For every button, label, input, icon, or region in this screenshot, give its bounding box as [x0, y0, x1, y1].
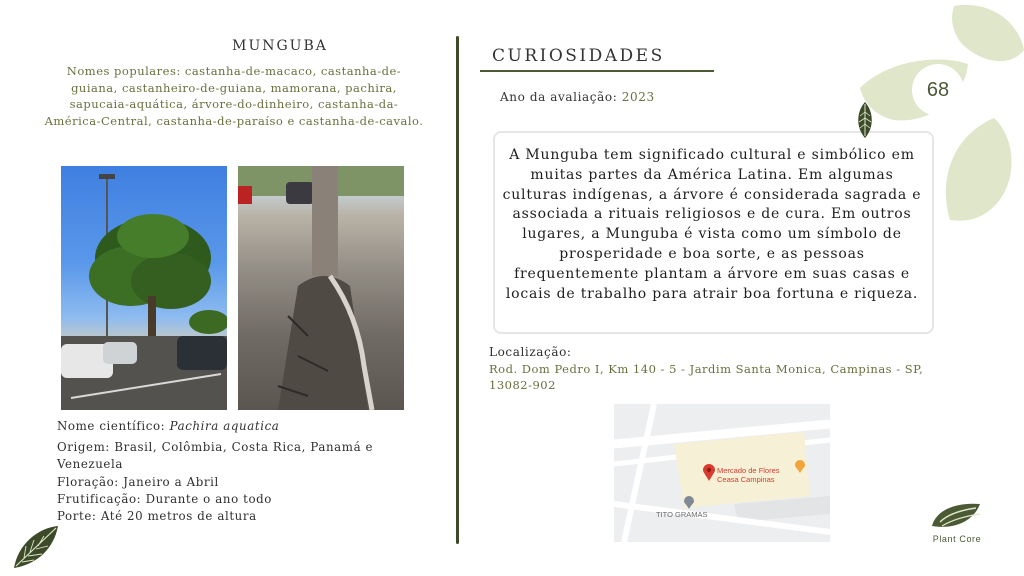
species-title: MUNGUBA — [232, 38, 328, 54]
location-address: Rod. Dom Pedro I, Km 140 - 5 - Jardim Santa Monica, Campinas - SP, 13082-902 — [489, 362, 924, 393]
map-place-line1: Mercado de Flores — [717, 466, 780, 475]
scientific-value: Pachira aquatica — [169, 419, 280, 433]
map-place-line2: Ceasa Campinas — [717, 475, 775, 484]
tree-photo-illustration — [61, 166, 227, 410]
evaluation-year — [500, 90, 655, 104]
gray-pin-icon — [684, 496, 694, 510]
page-number: 68 — [912, 64, 964, 116]
brand-name: Plant Core — [932, 534, 982, 544]
food-pin-icon — [795, 460, 805, 474]
brand-logo-icon — [928, 500, 984, 534]
popular-names: Nomes populares: castanha-de-macaco, castanha-de-guiana, castanheiro-de-guiana, mamorana, pachira, sapucaia-aquática, árvore-do-dinheiro, castanha-da-América-Central, castanha-de-paraíso e castanha-de-cavalo. — [44, 64, 424, 128]
scientific-label: Nome científico: — [57, 419, 170, 433]
trunk-photo — [238, 166, 404, 410]
year-value: 2023 — [621, 90, 655, 104]
title-underline — [480, 70, 714, 72]
leaf-icon — [10, 522, 62, 570]
curiosities-title: CURIOSIDADES — [492, 46, 665, 66]
trunk-photo-illustration — [238, 166, 404, 410]
tree-photo — [61, 166, 227, 410]
column-divider — [456, 36, 459, 544]
location-map[interactable] — [614, 404, 830, 542]
year-label: Ano da avaliação: — [500, 90, 618, 104]
fruiting: Frutificação: Durante o ano todo — [57, 491, 273, 506]
origin: Origem: Brasil, Colômbia, Costa Rica, Panamá e Venezuela — [57, 440, 374, 472]
scientific-name — [57, 418, 417, 435]
map-secondary-place: TITO GRAMAS — [656, 510, 708, 519]
size: Porte: Até 20 metros de altura — [57, 509, 257, 524]
small-leaf-icon — [854, 100, 876, 140]
species-details — [57, 418, 417, 525]
location-label: Localização: — [489, 345, 572, 359]
flowering: Floração: Janeiro a Abril — [57, 474, 219, 489]
curiosities-text: A Munguba tem significado cultural e simbólico em muitas partes da América Latina. Em algumas culturas indígenas, a árvore é considerada sagrada e associada a rituais religiosos e de cura. Em outros lugares, a Munguba é vista como um símbolo de prosperidade e boa sorte, e as pessoas frequentemente plantam a árvore em suas casas e locais de trabalho para atrair boa fortuna e riqueza. — [502, 147, 922, 302]
map-pin-icon — [703, 464, 715, 482]
